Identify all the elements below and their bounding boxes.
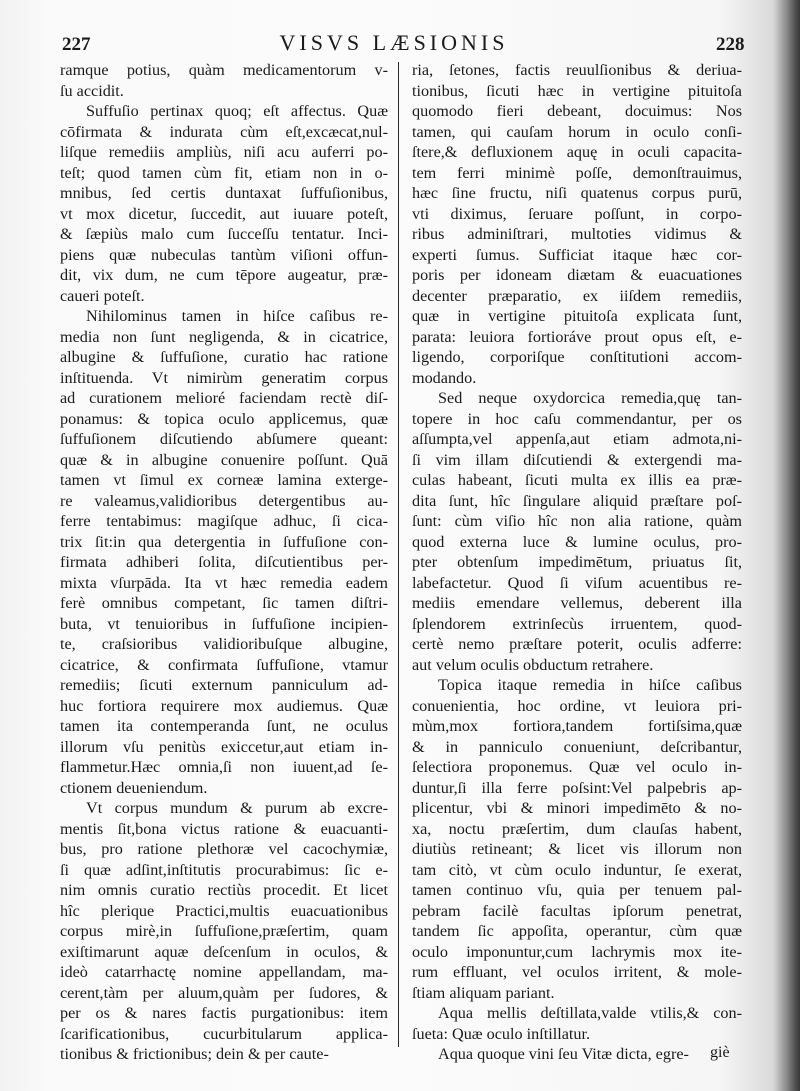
text-line: ſtere,& defluxionem aquę in oculi capacita- — [412, 143, 742, 161]
text-line: ſplendorem extrinſecùs irruentem, quod- — [412, 614, 742, 633]
page-number-right: 228 — [716, 34, 745, 55]
text-line: tem ferri minimè poſſe, demonſtrauimus, — [412, 163, 742, 182]
text-line: liſque remediis ampliùs, niſi acu auferri po- — [60, 143, 388, 161]
running-title: VISVS LÆSIONIS — [279, 30, 509, 55]
text-line: ribus adminiſtrari, multoties vidimus & — [412, 225, 742, 243]
text-line: ramque potius, quàm medicamentorum v- — [60, 61, 388, 79]
text-line: cerent,tàm per aluum,quàm per ſudores, & — [60, 983, 388, 1002]
text-line: bus, pro ratione plethoræ vel cacochymiæ, — [60, 840, 388, 858]
text-line: hîc plerique Practici,multis euacuationibus — [60, 901, 388, 920]
text-line: nim omnis curatio rectiùs procedit. Et licet — [60, 881, 388, 899]
text-line: ferè omnibus competant, ſic tamen diſtri- — [60, 594, 388, 612]
text-line: per os & nares factis purgationibus: item — [60, 1004, 388, 1022]
text-line: tam citò, vt cùm oculo induntur, ſe exerat, — [412, 860, 742, 879]
text-line: ſu accidit. — [60, 81, 124, 100]
text-line: huc fortiora requirere mox audiemus. Quæ — [60, 696, 388, 715]
text-line: ſelectiora proponemus. Quæ vel oculo in- — [412, 758, 742, 776]
text-line: ria, ſetones, factis reuulſionibus & deriua- — [412, 61, 742, 79]
text-line: aſſumpta,vel appenſa,aut etiam admota,ni- — [412, 430, 742, 448]
text-line: tamen ita contemperanda ſunt, ne oculus — [60, 717, 388, 735]
text-line: Suffuſio pertinax quoq; eſt affectus. Quæ — [86, 102, 388, 120]
text-line: modando. — [412, 368, 477, 387]
text-line: plicentur, vbi & minori impedimēto & no- — [412, 799, 742, 817]
text-line: ad curationem melioré faciendam rectè diſ- — [60, 389, 388, 407]
text-line: piens quæ nubeculas tantùm viſioni offun- — [60, 245, 388, 264]
text-line: ferre tentabimus: magiſque adhuc, ſi cica- — [60, 512, 388, 530]
text-line: diutiùs retineant; & licet vis illorum non — [412, 840, 742, 858]
text-line: pebram facilè facultas ipſorum penetrat, — [412, 901, 742, 920]
text-line: conuenientia, hoc ordine, vt leuiora pri- — [412, 696, 742, 715]
text-line: culas habeant, ſicuti multa ex illis ea præ- — [412, 471, 742, 489]
text-line: ideò catarrhactę nomine appellandam, ma- — [60, 963, 388, 981]
page-number-left: 227 — [62, 34, 91, 55]
text-line: Nihilominus tamen in hiſce caſibus re- — [86, 307, 388, 325]
text-line: decenter præparatio, ex iiſdem remediis, — [412, 286, 742, 305]
text-line: Aqua quoque vini ſeu Vitæ dicta, egre- — [438, 1045, 689, 1063]
text-line: tamen vt ſimul ex corneæ lamina exterge- — [60, 471, 388, 489]
text-line: parata: leuiora fortioráve prout opus eſt, e- — [412, 327, 742, 346]
text-line: tionibus & frictionibus; dein & per caute- — [60, 1045, 329, 1063]
text-line: te, craſsioribus validioribuſque albugine, — [60, 635, 388, 653]
text-line: mixta vſurpāda. Ita vt hæc remedia eadem — [60, 573, 388, 592]
text-line: illorum vſu penitùs exiccetur,aut etiam in- — [60, 737, 388, 756]
catchword: giè — [710, 1044, 730, 1061]
text-line: & in panniculo conueniunt, deſcribantur, — [412, 737, 742, 756]
text-line: ligendo, corporiſque conſtitutioni accom- — [412, 348, 742, 366]
text-line: Vt corpus mundum & purum ab excre- — [86, 799, 388, 817]
text-line: tamen, qui cauſam horum in oculo conſi- — [412, 122, 742, 141]
text-line: oculo imponuntur,cum lachrymis mox ite- — [412, 942, 742, 961]
text-line: hæc ſine fructu, niſi quatenus corpus purū, — [412, 184, 742, 202]
text-line: mùm,mox fortiora,tandem fortiſsima,quæ — [412, 717, 742, 735]
text-line: caueri poteſt. — [60, 286, 145, 305]
text-line: albugine & ſuffuſione, curatio hac ratione — [60, 348, 388, 366]
text-line: ponamus: & topica oculo applicemus, quæ — [60, 409, 388, 428]
text-line: ctionem deueniendum. — [60, 778, 208, 797]
text-line: mediis emendare vellemus, deberent illa — [412, 594, 742, 612]
text-line: vt mox dicetur, ſuccedit, aut iuuare poteſt, — [60, 204, 388, 223]
text-line: quæ in vertigine pituitoſa explicata ſunt, — [412, 307, 742, 325]
text-line: rum effluant, vel oculos irritent, & mole- — [412, 963, 742, 981]
column-divider — [398, 62, 399, 1047]
text-line: ſcarificationibus, cucurbitularum applica- — [60, 1024, 388, 1043]
text-line: quomodo fieri debeant, docuimus: Nos — [412, 102, 742, 120]
text-line: exiſtimarunt aquæ deſcenſum in oculos, & — [60, 942, 388, 961]
text-line: duntur,ſi illa ferre poſsint:Vel palpebris ap- — [412, 778, 742, 797]
text-line: ſueta: Quæ oculo inſtillatur. — [412, 1024, 591, 1043]
text-line: dita ſunt, hîc ſingulare aliquid præſtare poſ- — [412, 491, 742, 510]
text-line: quæ & in albugine conuenire poſſunt. Quā — [60, 450, 388, 469]
text-line: buta, vt tenuioribus in ſuffuſione incipien- — [60, 614, 388, 633]
text-line: inſtituenda. Vt nimirùm generatim corpus — [60, 368, 388, 387]
text-line: dit, vix dum, ne cum tēpore augeatur, præ- — [60, 266, 388, 284]
text-line: ſtiam aliquam pariant. — [412, 983, 555, 1002]
text-line: teſt; quod tamen cùm fit, etiam non in o- — [60, 163, 388, 182]
text-line: certè nemo præſtare poterit, oculis adferre: — [412, 635, 742, 653]
text-line: poris per idoneam diætam & euacuationes — [412, 266, 742, 284]
text-line: media non ſunt negligenda, & in cicatrice, — [60, 327, 388, 346]
text-line: corpus mirè,in ſuffuſione,præſertim, quam — [60, 922, 388, 940]
text-line: tamen continuo vſu, quia per tenuem pal- — [412, 881, 742, 899]
text-line: ſuffuſionem diſcutiendo abſumere queant: — [60, 430, 388, 448]
text-line: tandem ſic appoſita, operantur, cùm quæ — [412, 922, 742, 940]
text-line: experti ſumus. Sufficiat itaque hæc cor- — [412, 245, 742, 264]
left-column — [60, 60, 388, 1065]
text-line: flammetur.Hæc omnia,ſi non iuuent,ad ſe- — [60, 758, 388, 776]
text-line: tionibus, ſicuti hæc in vertigine pituitoſa — [412, 81, 742, 100]
text-line: quod externa luce & lumine oculus, pro- — [412, 532, 742, 551]
text-line: trix ſit:in qua detergentia in ſuffuſione con- — [60, 532, 388, 551]
text-line: aut velum oculis obductum retrahere. — [412, 655, 654, 674]
text-line: remediis; ſicuti externum panniculum ad- — [60, 676, 388, 694]
text-line: xa, noctu præſertim, dum clauſas habent, — [412, 819, 742, 838]
text-line: mnibus, ſed certis duntaxat ſuffuſionibus, — [60, 184, 388, 202]
text-line: ſi vim illam diſcutiendi & extergendi ma- — [412, 450, 742, 469]
text-line: cicatrice, & confirmata ſuffuſione, vtamur — [60, 655, 388, 674]
text-line: vti diximus, ſeruare poſſunt, in corpo- — [412, 204, 742, 223]
text-line: mentis ſit,bona victus ratione & euacuanti- — [60, 819, 388, 838]
page-edge-shadow — [772, 0, 800, 1091]
text-line: re valeamus,validioribus detergentibus au- — [60, 491, 388, 510]
text-line: firmata adhiberi ſolita, diſcutientibus per- — [60, 553, 388, 571]
text-line: Sed neque oxydorcica remedia,quę tan- — [438, 389, 742, 407]
text-line: ſunt: cùm viſio hîc non alia ratione, quàm — [412, 512, 742, 530]
text-line: Topica itaque remedia in hiſce caſibus — [438, 676, 742, 694]
right-column — [412, 60, 742, 1065]
text-line: & ſæpiùs malo cum ſucceſſu tentatur. Inci- — [60, 225, 388, 243]
text-line: labefactetur. Quod ſi viſum acuentibus re- — [412, 573, 742, 592]
text-line: Aqua mellis deſtillata,valde vtilis,& con- — [438, 1004, 742, 1022]
text-line: pter obtenſum impedimētum, priuatus ſit, — [412, 553, 742, 571]
text-line: cōfirmata & indurata cùm eſt,excæcat,nul- — [60, 122, 388, 141]
text-line: topere in hoc caſu commendantur, per os — [412, 409, 742, 428]
text-line: ſi quæ adſint,inſtitutis procurabimus: ſic e- — [60, 860, 388, 879]
